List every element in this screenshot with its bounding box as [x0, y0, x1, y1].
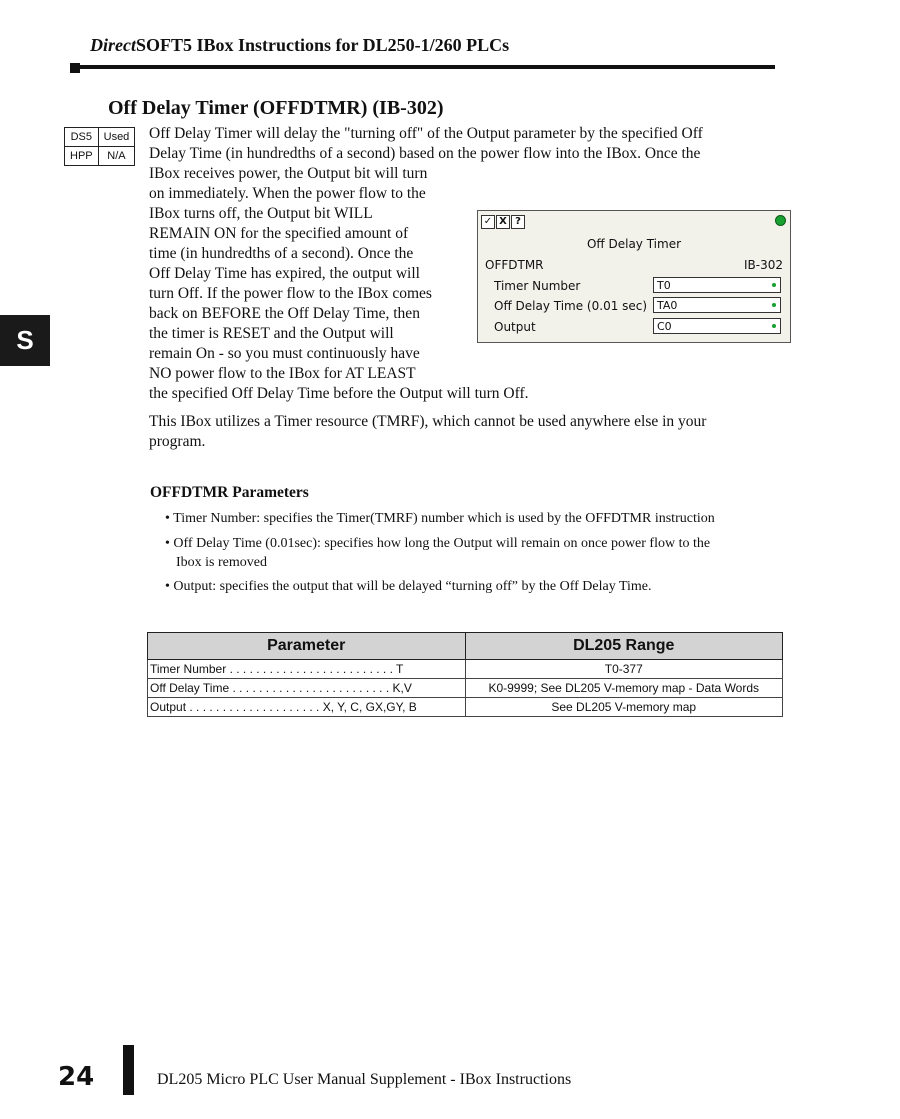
body-line: Delay Time (in hundredths of a second) based on the power flow into the IBox. Once the: [149, 145, 701, 162]
column-header: Parameter: [148, 633, 466, 660]
page-number: 24: [58, 1062, 95, 1092]
ibox-caption: Off Delay Timer: [586, 237, 682, 251]
body-line: IBox turns off, the Output bit WILL: [149, 205, 373, 222]
ibox-dialog: [477, 210, 791, 343]
parameter-item: • Off Delay Time (0.01sec): specifies how long the Output will remain on once power flow to the: [165, 536, 711, 551]
body-line: IBox receives power, the Output bit will turn: [149, 165, 428, 182]
support-cell: Used: [98, 128, 135, 147]
header-title: SOFT5 IBox Instructions for DL250-1/260 PLCs: [135, 35, 510, 55]
header-brand: Direct: [90, 35, 136, 55]
parameters-heading: OFFDTMR Parameters: [150, 484, 309, 501]
footer-text: DL205 Micro PLC User Manual Supplement - IBox Instructions: [157, 1071, 572, 1088]
table-row: [148, 660, 783, 679]
timer-number-value: T0: [657, 279, 671, 292]
body-line: back on BEFORE the Off Delay Time, then: [149, 305, 420, 322]
column-header: DL205 Range: [465, 633, 783, 660]
field-indicator-icon: [772, 303, 776, 307]
field-indicator-icon: [772, 283, 776, 287]
support-row: [65, 147, 135, 166]
support-cell: HPP: [65, 147, 99, 166]
body-line: REMAIN ON for the specified amount of: [149, 225, 409, 242]
body-line: Off Delay Timer will delay the "turning off" of the Output parameter by the specified Off: [149, 125, 703, 142]
table-cell: Off Delay Time . . . . . . . . . . . . . . . . . . . . . . . . K,V: [148, 679, 466, 698]
output-input[interactable]: [653, 318, 781, 334]
section-tab: S: [0, 315, 50, 366]
support-cell: DS5: [65, 128, 99, 147]
body-line: the specified Off Delay Time before the Output will turn Off.: [149, 385, 529, 402]
field-label-timer-number: Timer Number: [494, 279, 581, 293]
support-row: [65, 128, 135, 147]
parameter-item-continued: Ibox is removed: [176, 555, 267, 570]
running-header: [90, 35, 509, 56]
field-label-output: Output: [494, 320, 536, 334]
output-value: C0: [657, 320, 672, 333]
table-cell: T0-377: [465, 660, 783, 679]
body-line: NO power flow to the IBox for AT LEAST: [149, 365, 416, 382]
table-cell: Output . . . . . . . . . . . . . . . . . . . . X, Y, C, GX,GY, B: [148, 698, 466, 717]
field-label-off-delay-time: Off Delay Time (0.01 sec): [494, 299, 648, 313]
body-line: Off Delay Time has expired, the output will: [149, 265, 420, 282]
table-cell: See DL205 V-memory map: [465, 698, 783, 717]
field-indicator-icon: [772, 324, 776, 328]
support-cell: N/A: [98, 147, 135, 166]
table-cell: Timer Number . . . . . . . . . . . . . . . . . . . . . . . . . T: [148, 660, 466, 679]
body-line: turn Off. If the power flow to the IBox comes: [149, 285, 432, 302]
table-cell: K0-9999; See DL205 V-memory map - Data Words: [465, 679, 783, 698]
parameter-item: • Output: specifies the output that will be delayed “turning off” by the Off Delay Time.: [165, 579, 652, 594]
section-title: Off Delay Timer (OFFDTMR) (IB-302): [108, 97, 444, 119]
parameter-item: • Timer Number: specifies the Timer(TMRF) number which is used by the OFFDTMR instruction: [165, 511, 715, 526]
table-row: [148, 698, 783, 717]
check-button[interactable]: ✓: [481, 215, 495, 229]
support-table: [64, 127, 135, 166]
resource-line: This IBox utilizes a Timer resource (TMRF), which cannot be used anywhere else in your: [149, 413, 707, 430]
body-line: on immediately. When the power flow to the: [149, 185, 426, 202]
table-header-row: [148, 633, 783, 660]
header-rule: [75, 65, 775, 69]
body-line: the timer is RESET and the Output will: [149, 325, 394, 342]
close-button[interactable]: X: [496, 215, 510, 229]
off-delay-time-value: TA0: [657, 299, 678, 312]
off-delay-time-input[interactable]: [653, 297, 781, 313]
body-line: time (in hundredths of a second). Once the: [149, 245, 414, 262]
table-row: [148, 679, 783, 698]
header-rule-marker: [70, 63, 80, 73]
body-line: remain On - so you must continuously have: [149, 345, 420, 362]
timer-number-input[interactable]: [653, 277, 781, 293]
resource-line: program.: [149, 433, 206, 450]
status-led-icon: [775, 215, 786, 226]
footer-bar: [123, 1045, 134, 1095]
ibox-name: OFFDTMR: [485, 258, 544, 272]
ibox-code: IB-302: [743, 258, 783, 272]
help-button[interactable]: ?: [511, 215, 525, 229]
parameter-range-table: [147, 632, 783, 717]
